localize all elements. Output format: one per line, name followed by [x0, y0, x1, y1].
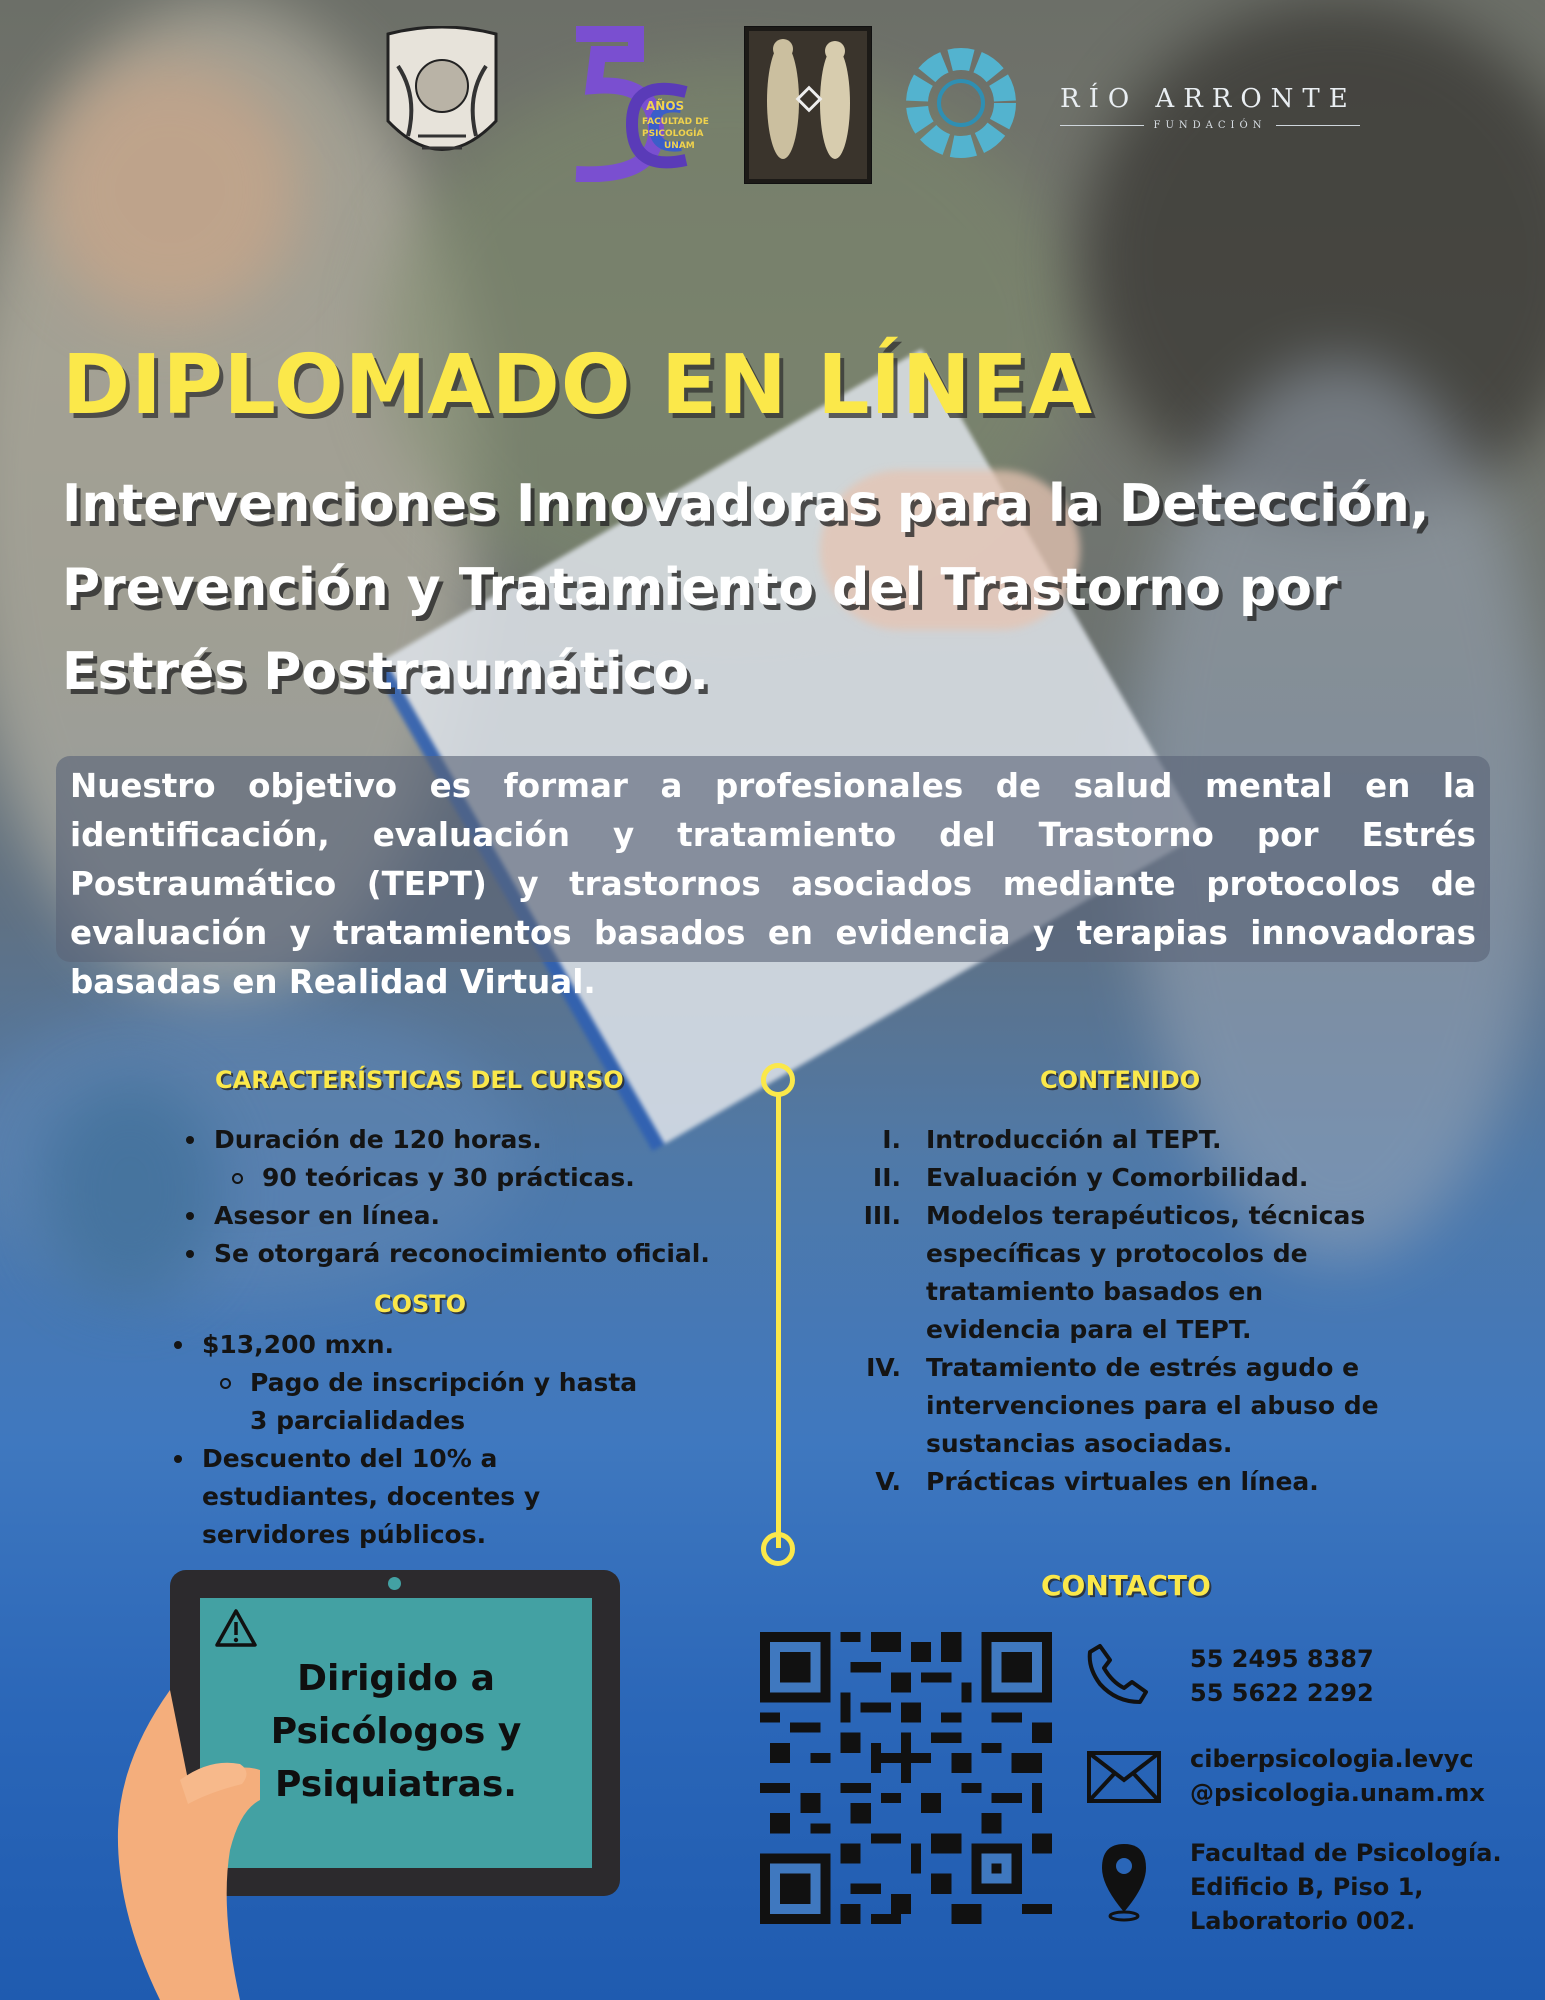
- svg-text:AÑOS: AÑOS: [646, 99, 685, 113]
- qr-code[interactable]: [760, 1632, 1052, 1924]
- contenido-item: III. Modelos terapéuticos, técnicas específicas y protocolos de tratamiento basados en evidencia para el TEPT.: [863, 1201, 1366, 1344]
- contenido-item: I. Introducción al TEPT.: [882, 1125, 1222, 1154]
- address: [1190, 1836, 1502, 1938]
- address-line: Facultad de Psicología.: [1190, 1839, 1502, 1867]
- list-item: Pago de inscripción y hasta 3 parcialidades: [162, 1364, 660, 1440]
- tablet-camera: [388, 1577, 401, 1590]
- phone-numbers: [1190, 1642, 1374, 1710]
- phone-2[interactable]: 55 5622 2292: [1190, 1679, 1374, 1707]
- location-pin-icon: [1100, 1842, 1148, 1926]
- rio-arronte-wordmark: [1060, 84, 1360, 131]
- list-item: Duración de 120 horas.: [174, 1121, 734, 1159]
- contenido-list: [863, 1121, 1423, 1501]
- contacto-heading: CONTACTO: [1041, 1569, 1211, 1602]
- subtitle-line: Estrés Postraumático.: [62, 642, 709, 702]
- page-title: DIPLOMADO EN LÍNEA: [62, 338, 1094, 433]
- phone-1[interactable]: 55 2495 8387: [1190, 1645, 1374, 1673]
- objective-text: Nuestro objetivo es formar a profesionales de salud mental en la identificación, evaluación y tratamiento del Trastorno por Estrés Postraumático (TEPT) y trastornos asociados mediante protocolos de evaluación y tratamientos basados en evidencia y terapias innovadoras basadas en Realidad Virtual.: [70, 767, 1476, 1001]
- hand-illustration: [110, 1680, 260, 2000]
- list-item: Asesor en línea.: [174, 1197, 734, 1235]
- phone-icon: [1086, 1642, 1150, 1710]
- caracteristicas-list: [174, 1121, 734, 1273]
- contenido-item: IV. Tratamiento de estrés agudo e intervenciones para el abuso de sustancias asociadas.: [866, 1353, 1379, 1458]
- list-item: 90 teóricas y 30 prácticas.: [174, 1159, 734, 1197]
- rio-arronte-sub: FUNDACIÓN: [1153, 120, 1267, 131]
- svg-text:PSICOLOGÍA: PSICOLOGÍA: [642, 129, 704, 139]
- rio-arronte-name: RÍO ARRONTE: [1060, 84, 1357, 114]
- adam-eve-engraving-logo: [744, 26, 872, 184]
- list-item: Se otorgará reconocimiento oficial.: [174, 1235, 734, 1273]
- contenido-item: II. Evaluación y Comorbilidad.: [872, 1163, 1309, 1192]
- rio-arronte-rule: [1060, 120, 1360, 131]
- unam-logo: [378, 26, 506, 178]
- list-item: Descuento del 10% a estudiantes, docentes y servidores públicos.: [162, 1440, 672, 1554]
- subtitle-line: Prevención y Tratamiento del Trastorno por: [62, 558, 1338, 618]
- caracteristicas-heading: CARACTERÍSTICAS DEL CURSO: [215, 1066, 624, 1094]
- dirigido-text: Dirigido a Psicólogos y Psiquiatras.: [270, 1658, 522, 1805]
- course-subtitle: [62, 462, 1502, 714]
- mail-icon: [1086, 1750, 1162, 1808]
- contenido-item: V. Prácticas virtuales en línea.: [875, 1467, 1319, 1496]
- email-line: ciberpsicologia.levyc: [1190, 1745, 1474, 1773]
- costo-heading: COSTO: [374, 1290, 467, 1318]
- address-line: Edificio B, Piso 1,: [1190, 1873, 1424, 1901]
- subtitle-line: Intervenciones Innovadoras para la Detección,: [62, 474, 1430, 534]
- email-line: @psicologia.unam.mx: [1190, 1779, 1485, 1807]
- contenido-heading: CONTENIDO: [1040, 1066, 1201, 1094]
- list-item: $13,200 mxn.: [162, 1326, 722, 1364]
- svg-text:FACULTAD DE: FACULTAD DE: [642, 117, 709, 127]
- anniversary-50-logo: [536, 26, 726, 182]
- address-line: Laboratorio 002.: [1190, 1907, 1416, 1935]
- email-address[interactable]: [1190, 1742, 1485, 1810]
- warning-icon: [214, 1608, 258, 1652]
- svg-text:UNAM: UNAM: [664, 141, 695, 151]
- rio-arronte-emblem: [902, 44, 1020, 162]
- costo-list: [162, 1326, 722, 1554]
